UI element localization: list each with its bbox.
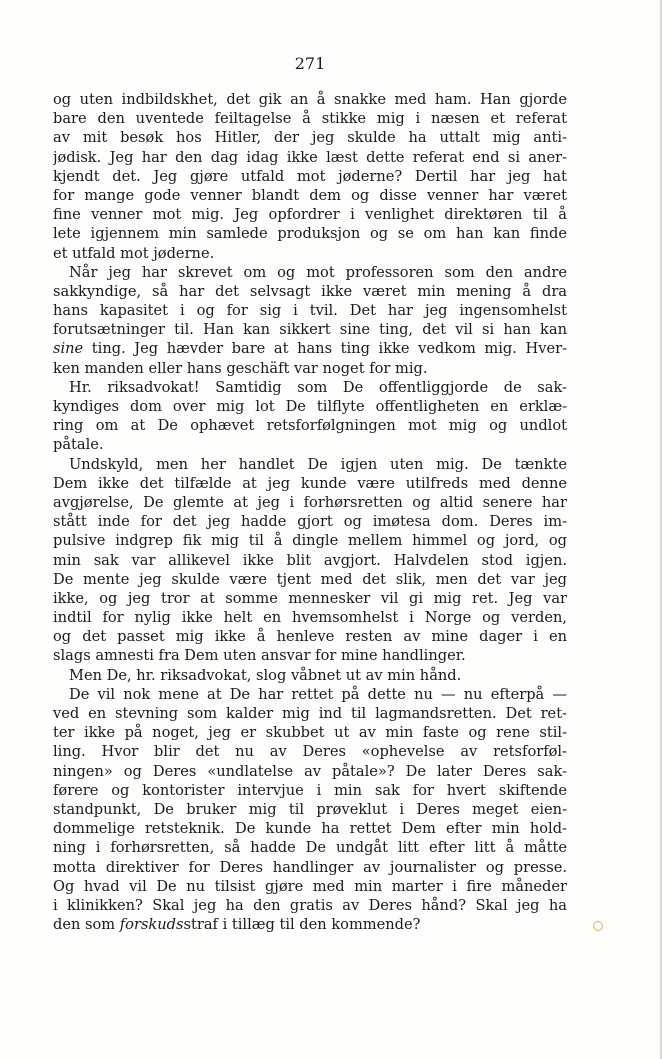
- text-line: ning i forhørsretten, så hadde De undgåt litt efter litt å måtte: [53, 839, 567, 857]
- text-line: og uten indbildskhet, det gik an å snakke med ham. Han gjorde: [53, 91, 567, 108]
- text-line: lete igjennem min samlede produksjon og se om han kan finde: [53, 225, 567, 243]
- text-line: stått inde for det jeg hadde gjort og imøtesa dom. Deres im-: [53, 513, 567, 531]
- text-line: min sak var allikevel ikke blit avgjort. Halvdelen stod igjen.: [53, 551, 567, 569]
- margin-circle-mark: [593, 921, 603, 931]
- text-line: Og hvad vil De nu tilsist gjøre med min marter i fire måneder: [53, 877, 567, 895]
- text-line: forutsætninger til. Han kan sikkert sine ting, det vil si han kan: [53, 321, 567, 339]
- text-line: ningen» og Deres «undlatelse av påtale»? De later Deres sak-: [53, 762, 567, 780]
- text-line: fine venner mot mig. Jeg opfordrer i venlighet direktøren til å: [53, 206, 567, 224]
- text-line: ken manden eller hans geschäft var noget for mig.: [53, 359, 428, 377]
- text-line: ter ikke på noget, jeg er skubbet ut av min faste og rene stil-: [53, 724, 567, 742]
- text-line: sine ting. Jeg hævder bare at hans ting ikke vedkom mig. Hver-: [53, 340, 567, 358]
- text-line: i klinikken? Skal jeg ha den gratis av Deres hånd? Skal jeg ha: [53, 896, 567, 914]
- text-line: Hr. riksadvokat! Samtidig som De offentliggjorde de sak-: [69, 378, 567, 396]
- text-line: den som forskudsstraf i tillæg til den kommende?: [53, 916, 421, 934]
- text-line: påtale.: [53, 436, 104, 454]
- text-line: indtil for nylig ikke helt en hvemsomhelst i Norge og verden,: [53, 609, 567, 627]
- text-line: ved en stevning som kalder mig ind til lagmandsretten. Det ret-: [53, 705, 567, 722]
- text-line: pulsive indgrep fik mig til å dingle mellem himmel og jord, og: [53, 532, 567, 550]
- body-text: [53, 90, 567, 934]
- text-line: ikke, og jeg tror at somme mennesker vil gi mig ret. Jeg var: [53, 589, 567, 607]
- text-line: ling. Hvor blir det nu av Deres «ophevelse av retsforføl-: [53, 743, 567, 761]
- text-line: jødisk. Jeg har den dag idag ikke læst dette referat end si aner-: [53, 148, 567, 166]
- text-line: De mente jeg skulde være tjent med det slik, men det var jeg: [53, 570, 567, 588]
- text-line: ring om at De ophævet retsforfølgningen mot mig og undlot: [53, 417, 567, 435]
- text-line: kyndiges dom over mig lot De tilflyte offentligheten en erklæ-: [53, 398, 567, 415]
- text-line: førere og kontorister intervjue i min sak for hvert skiftende: [53, 781, 567, 799]
- text-line: avgjørelse, De glemte at jeg i forhørsretten og altid senere har: [53, 493, 567, 511]
- text-line: Men De, hr. riksadvokat, slog våbnet ut av min hånd.: [69, 666, 462, 684]
- text-line: kjendt det. Jeg gjøre utfald mot jøderne? Dertil har jeg hat: [53, 167, 567, 185]
- text-line: et utfald mot jøderne.: [53, 244, 215, 262]
- text-line: Undskyld, men her handlet De igjen uten mig. De tænkte: [69, 455, 567, 473]
- text-line: og det passet mig ikke å henleve resten av mine dager i en: [53, 628, 567, 646]
- text-line: dommelige retsteknik. De kunde ha rettet Dem efter min hold-: [53, 820, 567, 838]
- text-line: motta direktiver for Deres handlinger av journalister og presse.: [53, 858, 567, 876]
- text-line: sakkyndige, så har det selvsagt ikke været min mening å dra: [53, 282, 567, 300]
- page-number: 271: [294, 54, 326, 73]
- text-line: Når jeg har skrevet om og mot professoren som den andre: [69, 263, 567, 281]
- text-line: De vil nok mene at De har rettet på dette nu — nu efterpå —: [69, 685, 567, 703]
- text-line: av mit besøk hos Hitler, der jeg skulde ha uttalt mig anti-: [53, 129, 567, 147]
- text-line: standpunkt, De bruker mig til prøveklut i Deres meget eien-: [53, 800, 567, 818]
- text-line: Dem ikke det tilfælde at jeg kunde være utilfreds med denne: [53, 474, 567, 492]
- text-line: hans kapasitet i og for sig i tvil. Det har jeg ingensomhelst: [53, 302, 567, 320]
- text-line: slags amnesti fra Dem uten ansvar for mine handlinger.: [53, 647, 466, 665]
- text-line: bare den uventede feiltagelse å stikke mig i næsen et referat: [53, 110, 567, 128]
- text-line: for mange gode venner blandt dem og disse venner har været: [53, 186, 567, 204]
